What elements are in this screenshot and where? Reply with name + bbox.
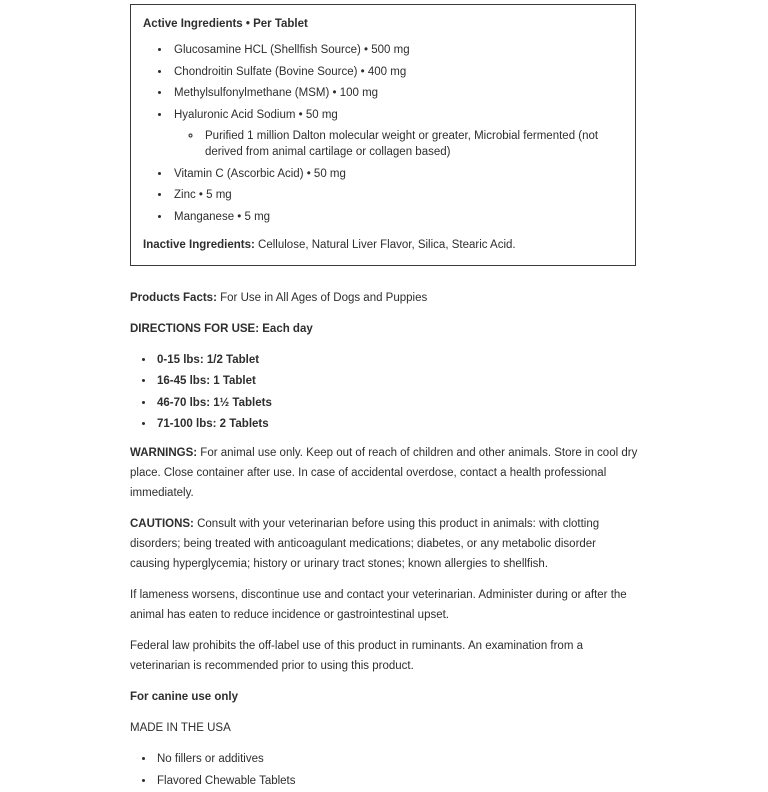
dose-item: • 71-100 lbs: 2 Tablets: [155, 414, 638, 434]
hyaluronic-note: ◦ Purified 1 million Dalton molecular weight or greater, Microbial fermented (not derived from animal cartilage or collagen based): [202, 128, 623, 160]
active-ingredients-list: [143, 40, 623, 227]
active-ingredients-title: Active Ingredients • Per Tablet: [143, 18, 308, 30]
federal-law-paragraph: Federal law prohibits the off-label use of this product in ruminants. An examination from a veterinarian is recommended prior to using this product.: [130, 640, 583, 672]
dose-list: [130, 350, 638, 435]
product-facts-label: Products Facts:: [130, 291, 217, 304]
active-ingredients-box: [130, 4, 636, 266]
feature-item: • No fillers or additives: [155, 749, 638, 769]
lameness-paragraph: If lameness worsens, discontinue use and contact your veterinarian. Administer during or after the animal has eaten to reduce incidence or gastrointestinal upset.: [130, 589, 627, 621]
product-description: [130, 4, 638, 792]
made-in-usa: MADE IN THE USA: [130, 722, 231, 734]
cautions-label: CAUTIONS:: [130, 518, 194, 530]
canine-use-only: For canine use only: [130, 691, 238, 703]
dose-item: • 0-15 lbs: 1/2 Tablet: [155, 350, 638, 370]
warnings-text: For animal use only. Keep out of reach of children and other animals. Store in cool dry place. Close container after use. In case of accidental overdose, contact a health professional immediately.: [130, 447, 638, 499]
directions-heading: DIRECTIONS FOR USE: Each day: [130, 322, 313, 335]
product-facts-text: For Use in All Ages of Dogs and Puppies: [220, 291, 428, 304]
inactive-ingredients-label: Inactive Ingredients:: [143, 238, 255, 251]
ingredient-item: • Methylsulfonylmethane (MSM) • 100 mg: [171, 83, 623, 103]
ingredient-item-label: Hyaluronic Acid Sodium • 50 mg: [174, 108, 338, 121]
inactive-ingredients-text: Cellulose, Natural Liver Flavor, Silica, Stearic Acid.: [258, 238, 516, 251]
ingredient-item: • Zinc • 5 mg: [171, 185, 623, 205]
product-facts: [130, 288, 638, 308]
ingredient-item: [171, 105, 623, 160]
ingredient-item: • Chondroitin Sulfate (Bovine Source) • 400 mg: [171, 62, 623, 82]
warnings-label: WARNINGS:: [130, 447, 198, 459]
warnings-paragraph: [130, 443, 638, 503]
ingredient-item: • Vitamin C (Ascorbic Acid) • 50 mg: [171, 164, 623, 184]
dose-item: • 16-45 lbs: 1 Tablet: [155, 371, 638, 391]
feature-list: [130, 749, 638, 791]
ingredient-item: • Glucosamine HCL (Shellfish Source) • 500 mg: [171, 40, 623, 60]
cautions-text: Consult with your veterinarian before using this product in animals: with clotting disorders; being treated with anticoagulant medications; diabetes, or any metabolic disorder causing hyperglycemia; history or urinary tract stones; known allergies to shellfish.: [130, 518, 600, 570]
feature-item: • Flavored Chewable Tablets: [155, 771, 638, 791]
ingredient-item: • Manganese • 5 mg: [171, 207, 623, 227]
dose-item: • 46-70 lbs: 1½ Tablets: [155, 393, 638, 413]
cautions-paragraph: [130, 514, 638, 574]
hyaluronic-sub-list: [174, 128, 623, 160]
inactive-ingredients: [143, 235, 623, 255]
